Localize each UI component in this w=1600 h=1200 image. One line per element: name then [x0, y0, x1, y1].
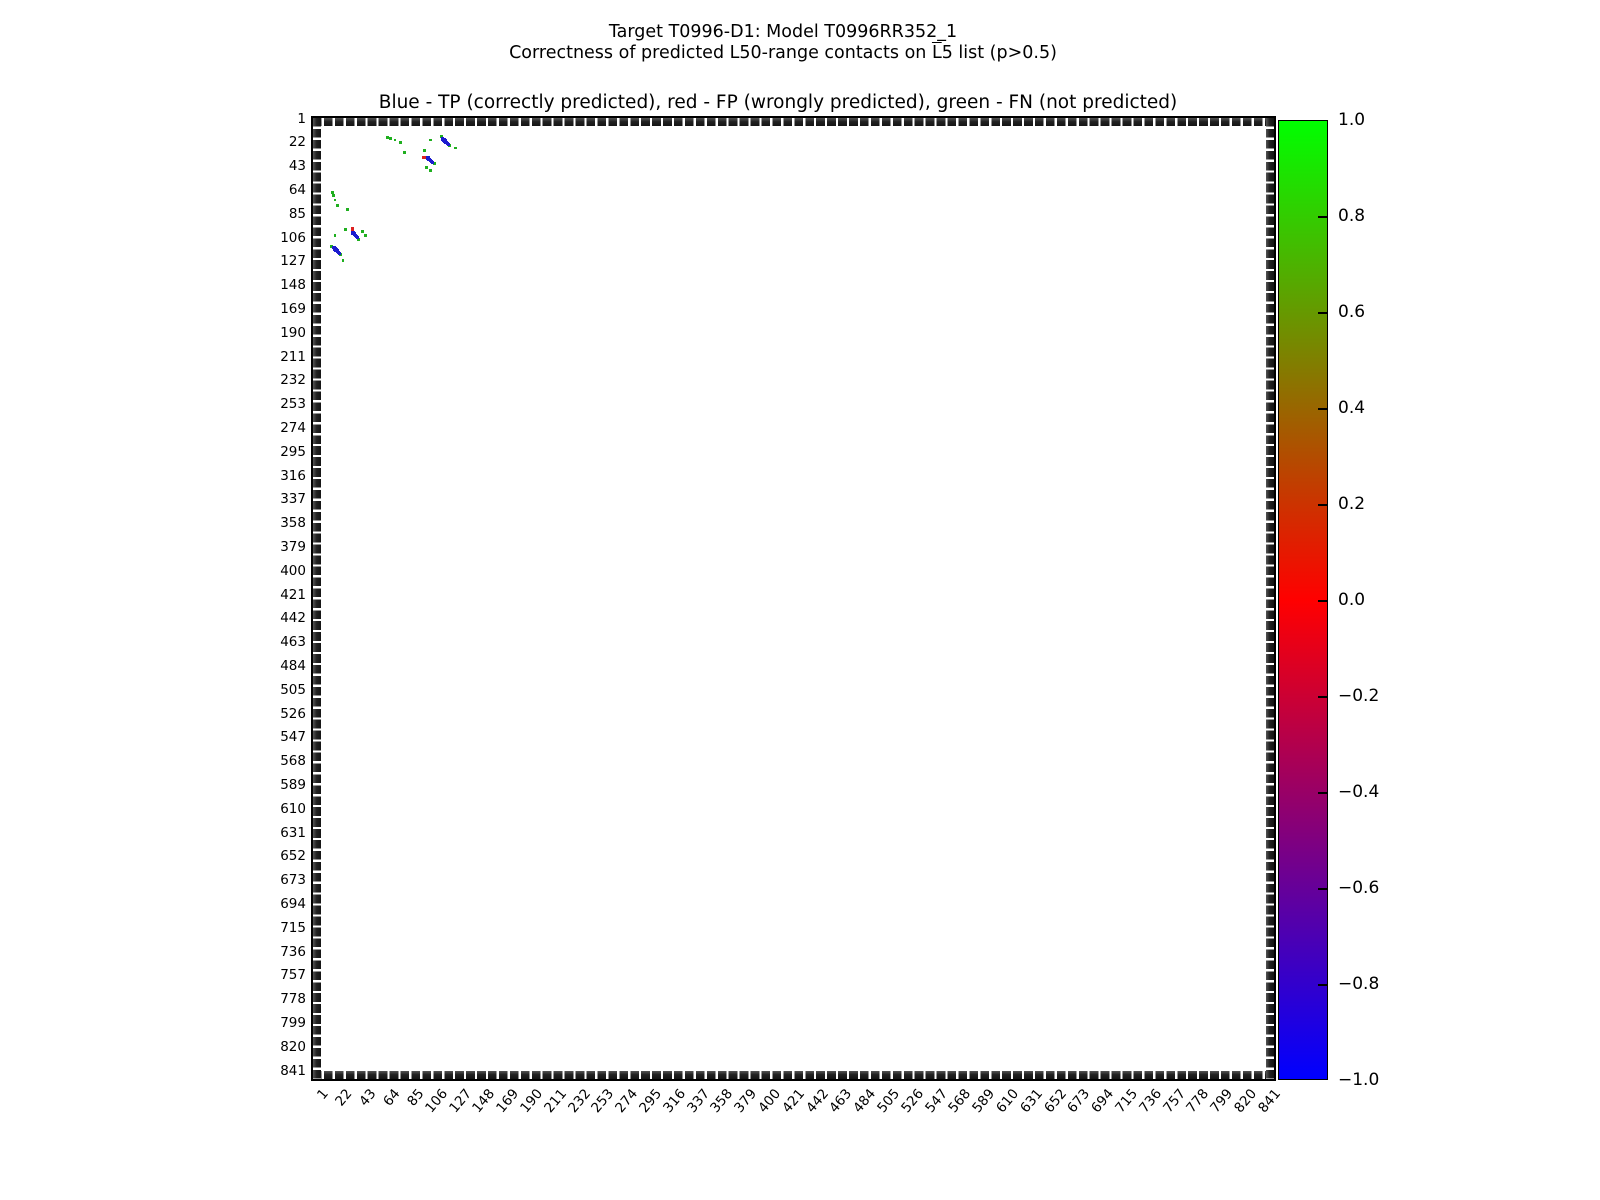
- colorbar-tick-label: 0.4: [1338, 398, 1366, 418]
- y-tick-label: 43: [288, 158, 306, 175]
- colorbar: [1278, 120, 1328, 1080]
- x-tick-label: 673: [1064, 1086, 1094, 1117]
- x-tick-label: 652: [1040, 1086, 1070, 1117]
- x-tick-label: 400: [755, 1086, 784, 1117]
- x-tick-label: 715: [1112, 1086, 1141, 1117]
- y-tick-label: 757: [280, 967, 306, 984]
- x-tick-label: 148: [469, 1086, 499, 1117]
- y-tick-label: 190: [280, 324, 306, 341]
- y-tick-label: 316: [280, 467, 306, 484]
- x-tick-label: 568: [945, 1086, 975, 1117]
- colorbar-tick: [1318, 600, 1327, 602]
- x-tick-label: 484: [850, 1086, 880, 1117]
- y-tick-label: 148: [280, 277, 306, 294]
- x-tick-label: 211: [540, 1086, 570, 1117]
- y-tick-label: 484: [280, 657, 306, 674]
- x-tick-label: 463: [826, 1086, 856, 1117]
- x-tick-label: 505: [874, 1086, 903, 1117]
- x-tick-label: 274: [612, 1086, 642, 1117]
- x-tick-label: 526: [897, 1086, 927, 1117]
- plot-frame-top: [313, 118, 1274, 126]
- y-tick-label: 673: [280, 872, 306, 889]
- y-tick-label: 568: [280, 753, 306, 770]
- x-tick-label: 379: [731, 1086, 761, 1117]
- x-tick-label: 358: [707, 1086, 737, 1117]
- plot-frame-bottom: [313, 1071, 1274, 1079]
- x-tick-label: 736: [1135, 1086, 1165, 1117]
- y-tick-label: 463: [280, 634, 306, 651]
- y-tick-label: 295: [280, 443, 306, 460]
- x-tick-label: 64: [379, 1086, 404, 1110]
- colorbar-tick-label: 0.2: [1338, 494, 1366, 514]
- colorbar-tick-label: 0.6: [1338, 302, 1366, 322]
- plot-frame-right: [1266, 118, 1274, 1079]
- x-tick-label: 778: [1183, 1086, 1213, 1117]
- figure-title-line2-prefix: Correctness of predicted L50-range contacts on: [509, 43, 932, 63]
- y-tick-label: 589: [280, 776, 306, 793]
- x-tick-label: 43: [356, 1086, 380, 1110]
- y-tick-label: 694: [280, 895, 306, 912]
- colorbar-tick-label: −0.8: [1338, 974, 1380, 994]
- x-tick-label: 799: [1207, 1086, 1237, 1117]
- x-tick-label: 127: [445, 1086, 475, 1117]
- y-tick-label: 1: [297, 110, 306, 127]
- y-tick-label: 631: [280, 824, 306, 841]
- x-tick-label: 547: [921, 1086, 951, 1117]
- colorbar-tick: [1318, 888, 1327, 890]
- colorbar-tick: [1318, 504, 1327, 506]
- y-tick-label: 400: [280, 562, 306, 579]
- y-tick-label: 715: [280, 919, 306, 936]
- y-tick-label: 778: [280, 991, 306, 1008]
- colorbar-tick-label: 0.8: [1338, 206, 1366, 226]
- colorbar-tick-label: 0.0: [1338, 590, 1366, 610]
- y-tick-label: 442: [280, 610, 306, 627]
- y-tick-label: 337: [280, 491, 306, 508]
- x-tick-label: 190: [517, 1086, 546, 1117]
- y-tick-label: 526: [280, 705, 306, 722]
- x-tick-label: 631: [1016, 1086, 1046, 1117]
- y-tick-label: 232: [280, 372, 306, 389]
- colorbar-tick-label: −0.2: [1338, 686, 1380, 706]
- y-tick-label: 253: [280, 396, 306, 413]
- x-tick-label: 85: [403, 1086, 427, 1110]
- figure-title-line2-overlined: $\overline{L}$: [931, 43, 942, 63]
- y-tick-label: 274: [280, 419, 306, 436]
- colorbar-tick: [1318, 312, 1327, 314]
- y-tick-label: 169: [280, 300, 306, 317]
- x-tick-label: 316: [659, 1086, 689, 1117]
- y-tick-label: 127: [280, 253, 306, 270]
- y-tick-label: 841: [280, 1062, 306, 1079]
- contact-map-plot: [311, 116, 1276, 1081]
- colorbar-tick: [1318, 216, 1327, 218]
- y-tick-label: 547: [280, 729, 306, 746]
- x-tick-label: 1: [313, 1086, 332, 1103]
- x-tick-label: 694: [1088, 1086, 1118, 1117]
- y-tick-label: 652: [280, 848, 306, 865]
- colorbar-tick-label: −0.6: [1338, 878, 1380, 898]
- colorbar-tick: [1318, 696, 1327, 698]
- x-tick-label: 421: [778, 1086, 808, 1117]
- colorbar-tick-label: 1.0: [1338, 110, 1366, 130]
- y-tick-label: 736: [280, 943, 306, 960]
- y-tick-label: 421: [280, 586, 306, 603]
- figure-title-line1: Target T0996-D1: Model T0996RR352_1: [608, 22, 958, 42]
- y-tick-label: 22: [288, 134, 306, 151]
- y-tick-label: 820: [280, 1038, 306, 1055]
- y-tick-label: 106: [280, 229, 306, 246]
- y-tick-label: 379: [280, 538, 306, 555]
- colorbar-tick: [1318, 984, 1327, 986]
- x-tick-label: 232: [564, 1086, 594, 1117]
- colorbar-tick-label: −1.0: [1338, 1070, 1380, 1090]
- y-tick-label: 505: [280, 681, 306, 698]
- x-tick-label: 295: [636, 1086, 665, 1117]
- colorbar-tick: [1318, 792, 1327, 794]
- y-tick-label: 85: [288, 205, 306, 222]
- y-tick-label: 358: [280, 515, 306, 532]
- figure-title-line2: [0, 43, 1566, 64]
- y-tick-label: 610: [280, 800, 306, 817]
- y-tick-label: 799: [280, 1014, 306, 1031]
- x-tick-label: 169: [493, 1086, 523, 1117]
- axes-legend-title: Blue - TP (correctly predicted), red - FP (wrongly predicted), green - FN (not predicted): [378, 92, 1178, 113]
- x-tick-label: 22: [332, 1086, 356, 1110]
- x-tick-label: 337: [683, 1086, 713, 1117]
- plot-frame-left: [313, 118, 321, 1079]
- x-tick-label: 841: [1254, 1086, 1284, 1117]
- x-tick-label: 442: [802, 1086, 832, 1117]
- x-tick-label: 106: [421, 1086, 451, 1117]
- figure-title-line2-suffix: 5 list (p>0.5): [941, 43, 1057, 63]
- x-tick-label: 757: [1159, 1086, 1189, 1117]
- x-tick-label: 589: [969, 1086, 999, 1117]
- x-tick-label: 253: [588, 1086, 618, 1117]
- y-tick-label: 64: [288, 181, 306, 198]
- colorbar-tick: [1318, 408, 1327, 410]
- x-tick-label: 820: [1231, 1086, 1260, 1117]
- colorbar-tick-label: −0.4: [1338, 782, 1380, 802]
- x-tick-label: 610: [993, 1086, 1022, 1117]
- y-tick-label: 211: [280, 348, 306, 365]
